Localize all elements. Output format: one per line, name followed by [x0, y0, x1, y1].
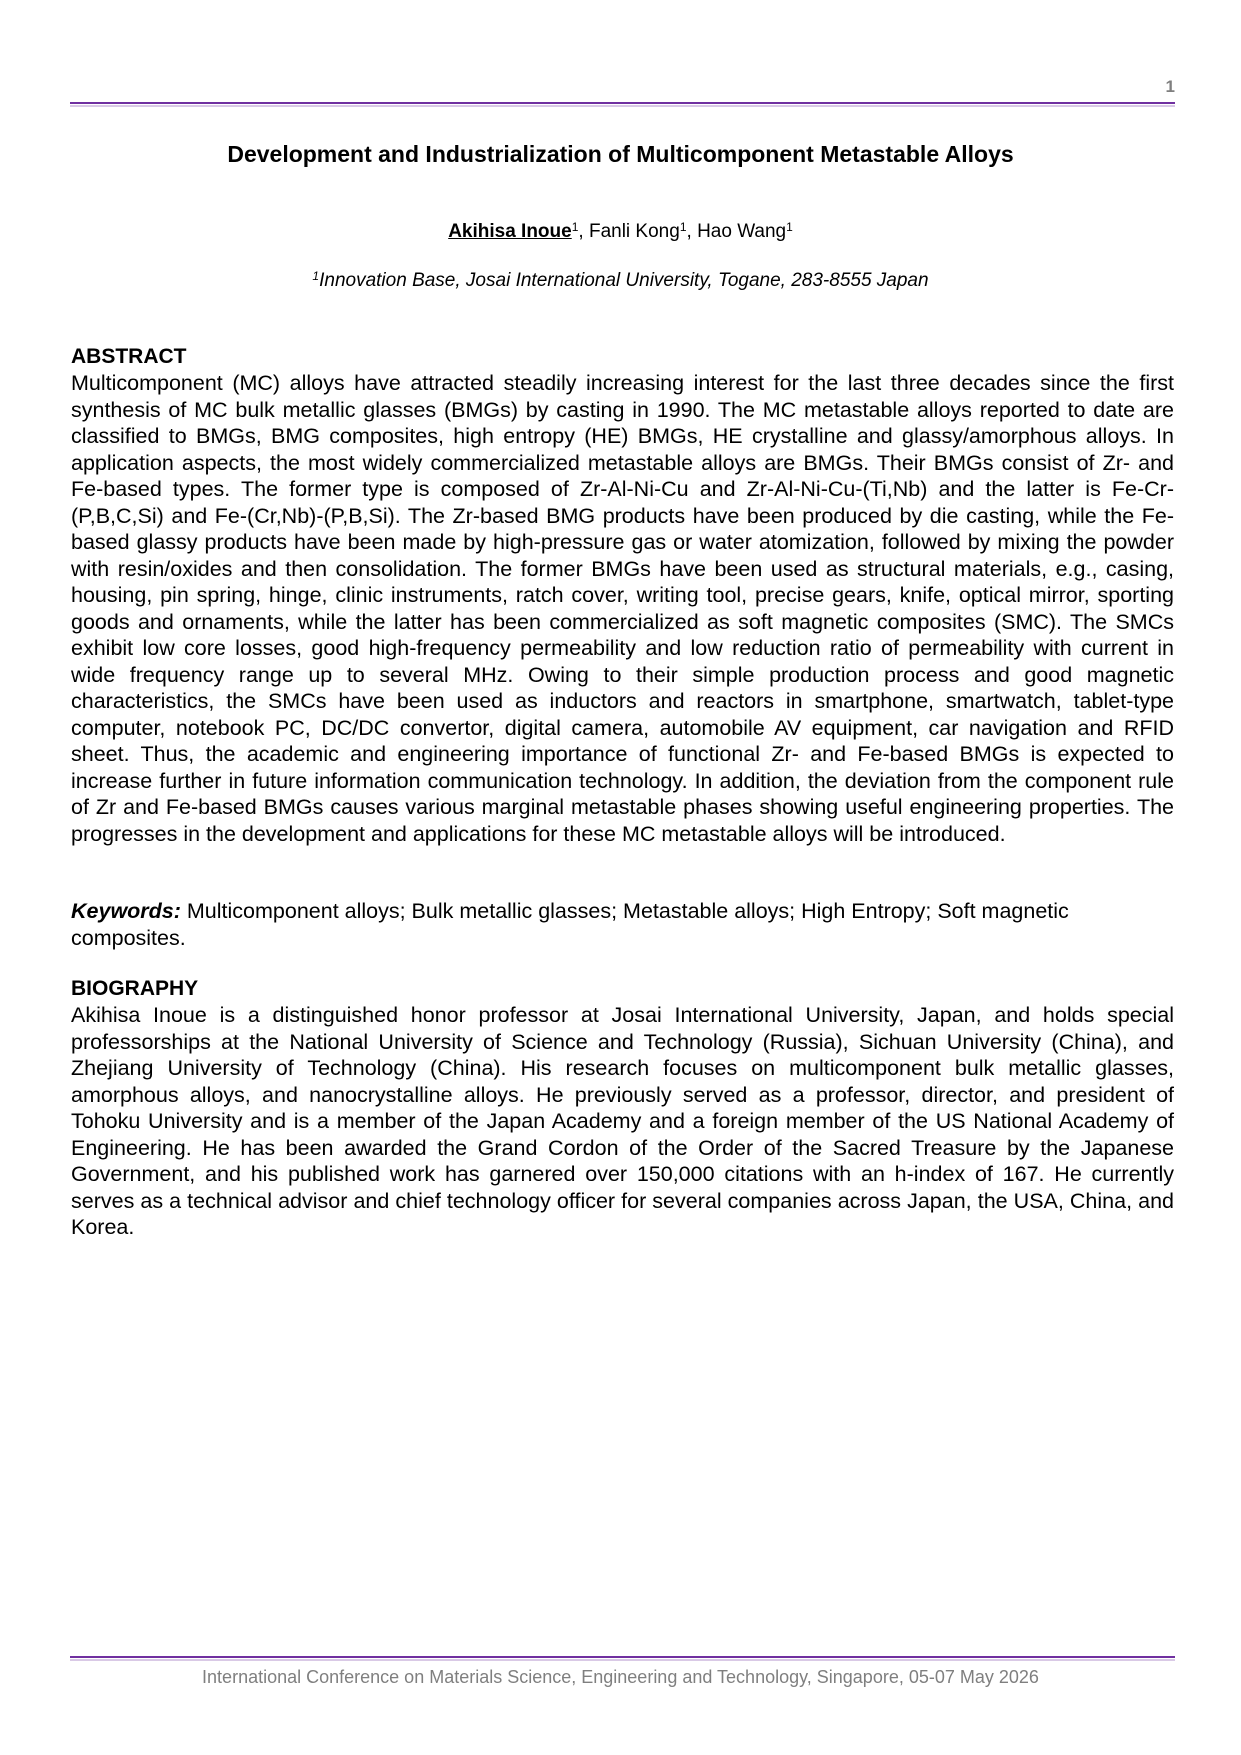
- author-name: Hao Wang: [697, 221, 787, 242]
- biography-heading: BIOGRAPHY: [71, 977, 199, 1000]
- presenting-author: Akihisa Inoue: [448, 221, 572, 242]
- author-affiliation-marker: 1: [679, 220, 687, 234]
- paper-title: Development and Industrialization of Multicomponent Metastable Alloys: [227, 141, 1014, 167]
- keywords-label: Keywords:: [71, 899, 181, 923]
- author-separator: ,: [686, 221, 698, 242]
- biography-section: [71, 976, 1174, 1241]
- footer-text: International Conference on Materials Science, Engineering and Technology, Singapore, 05-07 May 2026: [202, 1667, 1039, 1687]
- footer-divider-shadow: [70, 1659, 1175, 1661]
- affiliation-marker: 1: [312, 269, 320, 283]
- biography-text: Akihisa Inoue is a distinguished honor professor at Josai International University, Japan, and holds special professorships at the National University of Science and Technology (Russia), Sichuan University (China), and Zhejiang University of Technology (China). His research focuses on multicomponent bulk metallic glasses, amorphous alloys, and nanocrystalline alloys. He previously served as a professor, director, and president of Tohoku University and is a member of the Japan Academy and a foreign member of the US National Academy of Engineering. He has been awarded the Grand Cordon of the Order of the Sacred Treasure by the Japanese Government, and his published work has garnered over 150,000 citations with an h-index of 167. He currently serves as a technical advisor and chief technology officer for several companies across Japan, the USA, China, and Korea.: [71, 1003, 1174, 1239]
- affiliation-text: Innovation Base, Josai International University, Togane, 283-8555 Japan: [319, 270, 929, 291]
- page-number: 1: [1165, 77, 1175, 96]
- footer-divider: [70, 1656, 1175, 1658]
- author-name: Fanli Kong: [588, 221, 680, 242]
- header-divider: [70, 102, 1175, 104]
- author-separator: ,: [578, 221, 589, 242]
- author-affiliation-marker: 1: [786, 220, 793, 234]
- keywords-paragraph: [71, 898, 1174, 951]
- abstract-text: Multicomponent (MC) alloys have attracted steadily increasing interest for the last three decades since the first synthesis of MC bulk metallic glasses (BMGs) by casting in 1990. The MC metastable alloys reported to date are classified to BMGs, BMG composites, high entropy (HE) BMGs, HE crystalline and glassy/amorphous alloys. In application aspects, the most widely commercialized metastable alloys are BMGs. Their BMGs consist of Zr- and Fe-based types. The former type is composed of Zr-Al-Ni-Cu and Zr-Al-Ni-Cu-(Ti,Nb) and the latter is Fe-Cr-(P,B,C,Si) and Fe-(Cr,Nb)-(P,B,Si). The Zr-based BMG products have been produced by die casting, while the Fe-based glassy products have been made by high-pressure gas or water atomization, followed by mixing the powder with resin/oxides and then consolidation. The former BMGs have been used as structural materials, e.g., casing, housing, pin spring, hinge, clinic instruments, ratch cover, writing tool, precise gears, knife, optical mirror, sporting goods and ornaments, while the latter has been commercialized as soft magnetic composites (SMC). The SMCs exhibit low core losses, good high-frequency permeability and low reduction ratio of permeability with current in wide frequency range up to several MHz. Owing to their simple production process and good magnetic characteristics, the SMCs have been used as inductors and reactors in smartphone, smartwatch, tablet-type computer, notebook PC, DC/DC convertor, digital camera, automobile AV equipment, car navigation and RFID sheet. Thus, the academic and engineering importance of functional Zr- and Fe-based BMGs is expected to increase further in future information communication technology. In addition, the deviation from the component rule of Zr and Fe-based BMGs causes various marginal metastable phases showing useful engineering properties. The progresses in the development and applications for these MC metastable alloys will be introduced.: [71, 371, 1174, 846]
- header-divider-shadow: [70, 105, 1175, 107]
- affiliation: [0, 270, 1241, 292]
- keywords-text: Multicomponent alloys; Bulk metallic glasses; Metastable alloys; High Entropy; Soft magnetic composites.: [71, 899, 1069, 950]
- author-affiliation-marker: 1: [571, 220, 579, 234]
- abstract-section: [71, 344, 1174, 847]
- abstract-heading: ABSTRACT: [71, 345, 187, 368]
- author-list: [0, 221, 1241, 243]
- keywords-section: [71, 898, 1174, 951]
